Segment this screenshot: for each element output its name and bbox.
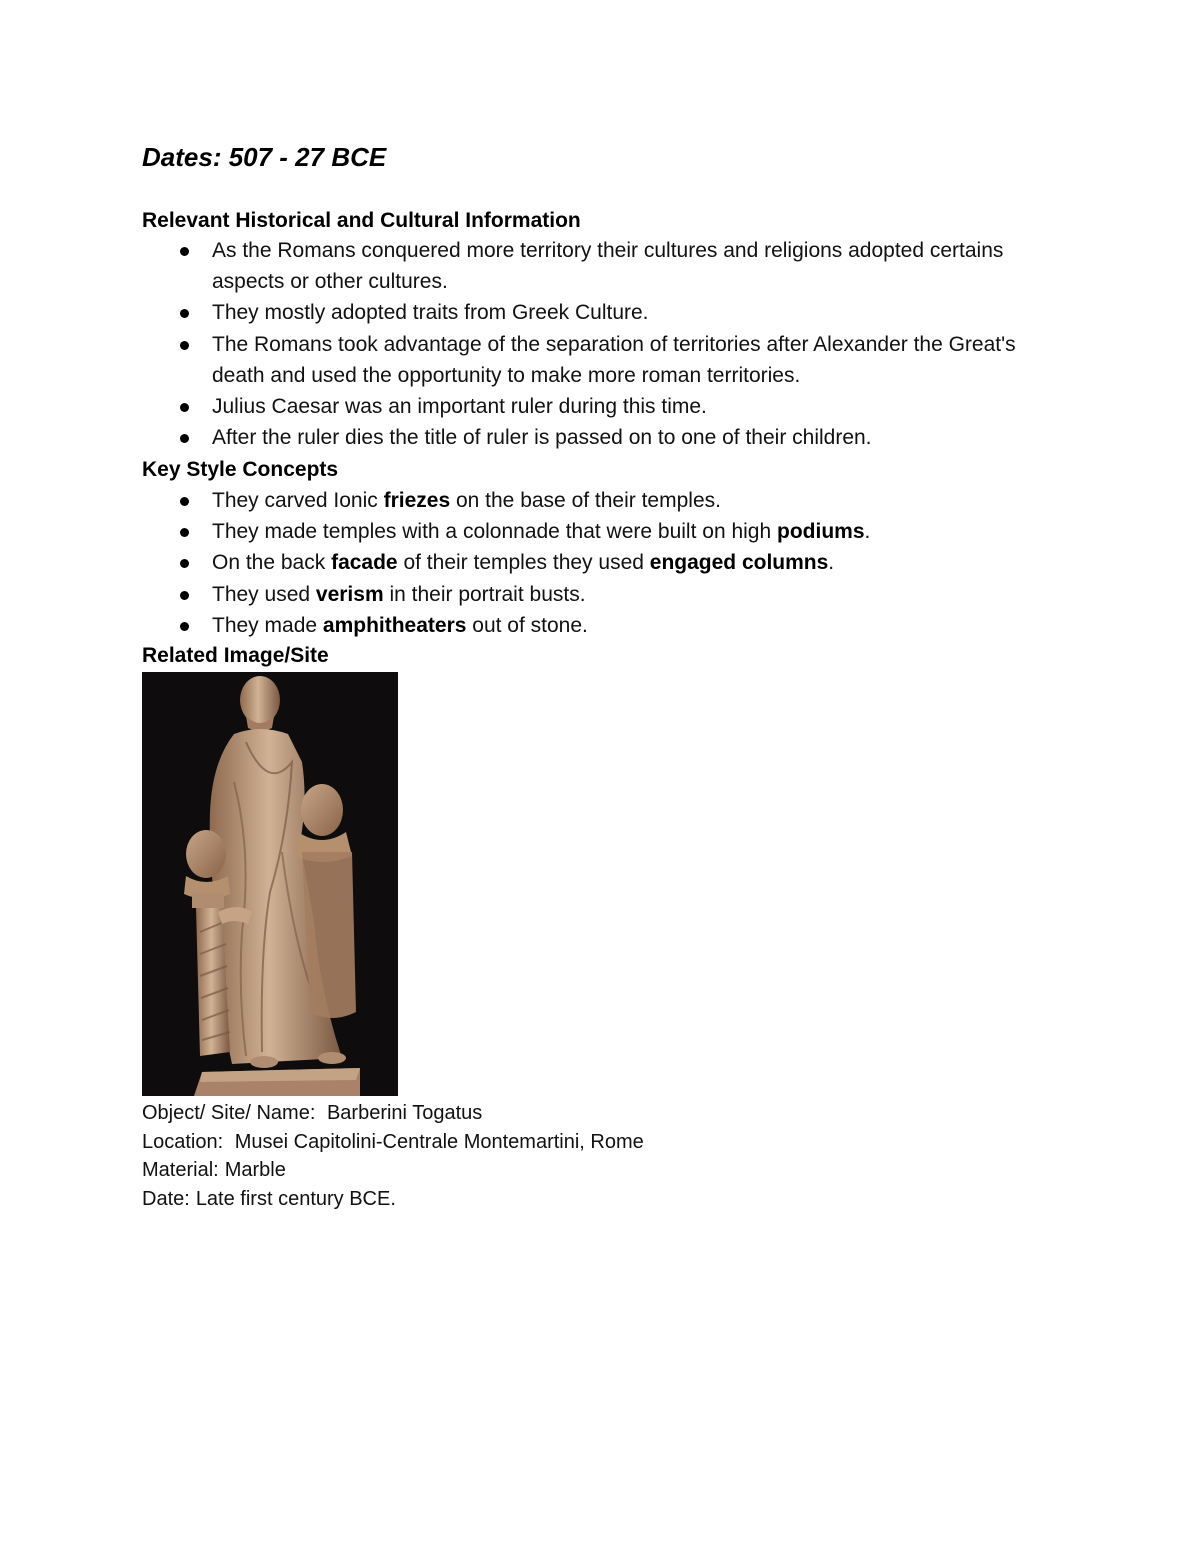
- list-item: They made amphitheaters out of stone.: [142, 610, 1052, 641]
- date-value: Late first century BCE.: [195, 1187, 396, 1210]
- list-item: They made temples with a colonnade that were built on high podiums.: [142, 516, 1052, 547]
- location-value: Musei Capitolini-Centrale Montemartini, Rome: [229, 1130, 644, 1153]
- date-line: [142, 1185, 1052, 1214]
- key-term: podiums: [777, 520, 865, 544]
- object-label: Object/ Site/ Name:: [142, 1102, 316, 1124]
- list-item: They mostly adopted traits from Greek Culture.: [142, 297, 1052, 328]
- related-heading: Related Image/Site: [142, 644, 329, 667]
- key-term: amphitheaters: [322, 613, 467, 637]
- bullet-icon: [180, 247, 189, 256]
- historical-list: [142, 235, 1052, 453]
- list-item: Julius Caesar was an important ruler during this time.: [142, 391, 1052, 422]
- material-line: [142, 1156, 1052, 1185]
- list-item: They carved Ionic friezes on the base of their temples.: [142, 485, 1052, 516]
- bullet-icon: [180, 591, 189, 600]
- list-item: As the Romans conquered more territory their cultures and religions adopted certains aspects or other cultures.: [142, 235, 1052, 297]
- style-heading: Key Style Concepts: [142, 458, 339, 481]
- list-item: After the ruler dies the title of ruler is passed on to one of their children.: [142, 422, 1052, 453]
- bullet-icon: [180, 403, 189, 412]
- statue-photo: [142, 672, 398, 1096]
- statue-illustration: [142, 672, 398, 1096]
- historical-heading: Relevant Historical and Cultural Information: [142, 209, 581, 232]
- location-label: Location:: [142, 1130, 224, 1153]
- bullet-icon: [180, 341, 189, 350]
- bullet-icon: [180, 528, 189, 537]
- bust-right: [301, 784, 343, 836]
- key-term: engaged columns: [649, 551, 829, 575]
- bullet-icon: [180, 559, 189, 568]
- list-item: On the back facade of their temples they used engaged columns.: [142, 547, 1052, 578]
- bust-left: [186, 830, 226, 878]
- bullet-icon: [180, 497, 189, 506]
- object-value: Barberini Togatus: [321, 1102, 483, 1124]
- location-line: [142, 1128, 1052, 1157]
- material-value: Marble: [224, 1159, 286, 1181]
- object-name-line: [142, 1099, 1052, 1128]
- material-label: Material:: [142, 1159, 219, 1181]
- statue-head: [240, 676, 280, 724]
- bullet-icon: [180, 622, 189, 631]
- key-term: friezes: [383, 489, 451, 512]
- list-item: They used verism in their portrait busts.: [142, 579, 1052, 610]
- bullet-icon: [180, 309, 189, 318]
- style-list: [142, 485, 1052, 641]
- date-label: Date:: [142, 1187, 190, 1210]
- list-item: The Romans took advantage of the separation of territories after Alexander the Great's death and used the opportunity to make more roman territories.: [142, 329, 1052, 391]
- key-term: facade: [331, 551, 398, 575]
- page-title: Dates: 507 - 27 BCE: [142, 142, 387, 172]
- key-term: verism: [315, 582, 384, 606]
- bullet-icon: [180, 434, 189, 443]
- image-details: [142, 1099, 1052, 1213]
